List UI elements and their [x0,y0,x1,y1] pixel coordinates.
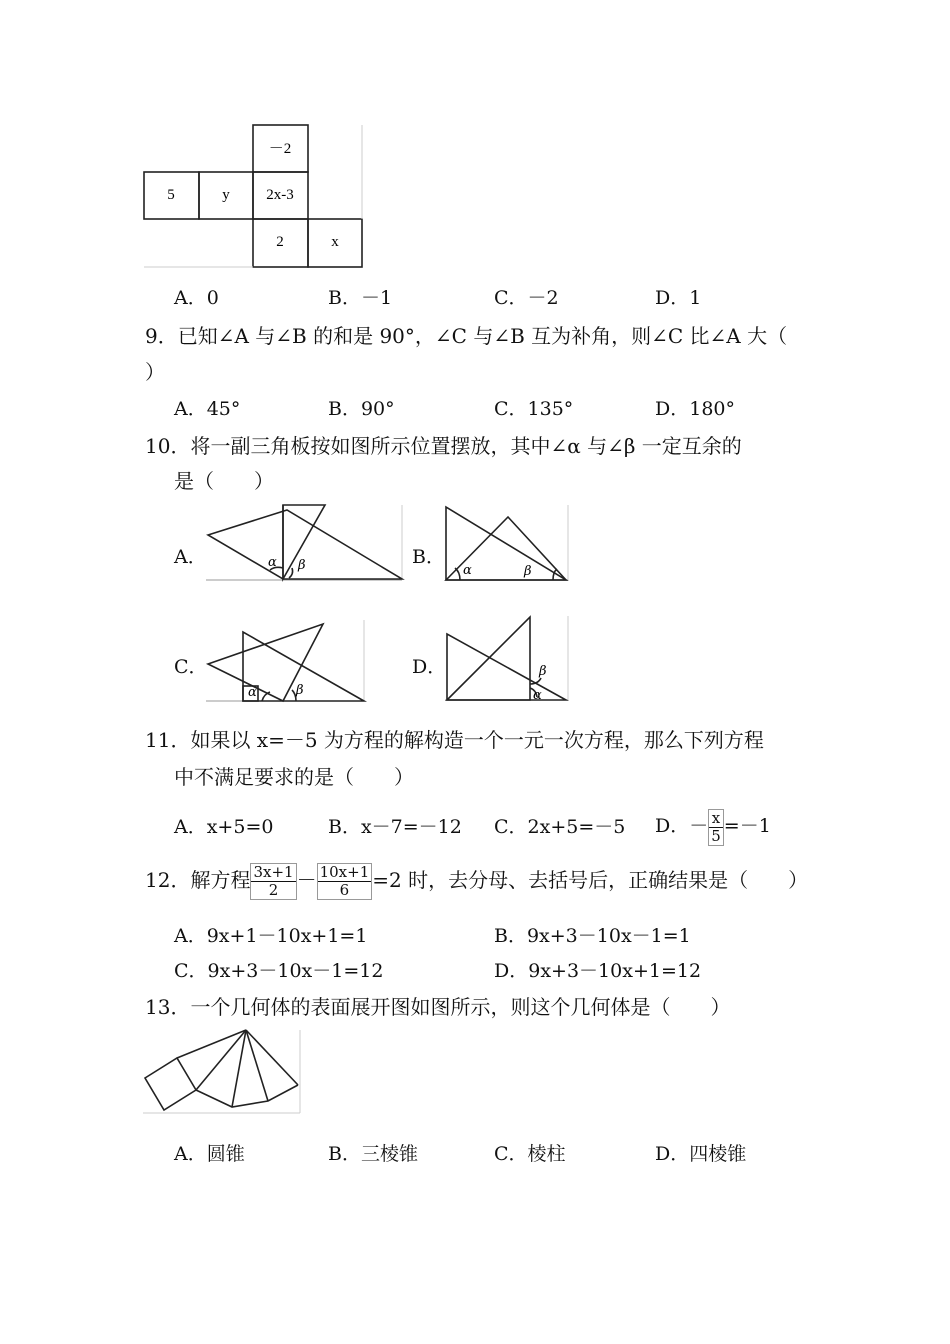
q10-stem-line2: 是（ ） [174,469,274,493]
q10-label-a: A． [174,546,207,568]
q11-option-d-prefix: D．－ [655,815,709,837]
q8-option-b: B．－1 [328,287,393,309]
q11-option-c: C．2x+5=－5 [494,816,626,838]
net-cell-bottom: 2 [276,234,284,250]
q12-option-a: A．9x+1－10x+1=1 [174,925,368,947]
q12-option-c: C．9x+3－10x－1=12 [174,960,384,982]
q10-label-c: C． [174,656,208,678]
figure-c-beta: β [296,683,304,698]
figure-d-beta: β [539,664,547,679]
q9-option-d: D．180° [655,398,735,420]
net-cell-center: 2x-3 [266,187,294,203]
figure-a-alpha: α [268,555,277,570]
net-cell-left: 5 [167,187,175,203]
fraction-numerator: x [709,810,723,828]
q9-stem-line2: ） [145,360,165,384]
figure-b-beta: β [524,564,532,579]
q11-stem-line1: 11．如果以 x=－5 为方程的解构造一个一元一次方程，那么下列方程 [145,728,764,752]
q10-label-b: B． [412,546,445,568]
q12-minus: － [296,868,317,892]
q9-stem-line1: 9．已知∠A 与∠B 的和是 90°，∠C 与∠B 互为补角，则∠C 比∠A 大（ [145,324,788,348]
q9-option-a: A．45° [174,398,241,420]
fraction-numerator: 3x+1 [253,863,294,881]
fraction-denominator: 2 [268,881,279,899]
q13-option-c: C．棱柱 [494,1143,566,1165]
q10-label-d: D． [412,656,447,678]
q8-option-d: D．1 [655,287,702,309]
fraction-denominator: 6 [339,881,350,899]
q13-stem: 13．一个几何体的表面展开图如图所示，则这个几何体是（ ） [145,995,731,1019]
q11-stem-line2: 中不满足要求的是（ ） [174,765,414,789]
q10-stem-line1: 10．将一副三角板按如图所示位置摆放，其中∠α 与∠β 一定互余的 [145,434,742,458]
q11-option-a: A．x+5=0 [174,816,274,838]
net-cell-right: x [331,234,339,250]
figure-b-alpha: α [463,563,472,578]
fraction-denominator: 5 [711,826,721,845]
q12-prefix: 12．解方程 [145,868,251,892]
q12-suffix: =2 时，去分母、去括号后，正确结果是（ ） [372,868,809,892]
figure-d-alpha: α [533,688,542,703]
q11-option-d-suffix: =－1 [723,815,771,837]
fraction-numerator: 10x+1 [319,863,370,881]
q12-option-b: B．9x+3－10x－1=1 [494,925,691,947]
q8-option-a: A．0 [174,287,219,309]
q11-option-b: B．x－7=－12 [328,816,462,838]
q12-option-d: D．9x+3－10x+1=12 [494,960,702,982]
q13-option-d: D．四棱锥 [655,1143,747,1165]
net-cell-y: y [222,187,230,203]
net-cell-top: －2 [268,141,292,157]
q13-option-b: B．三棱锥 [328,1143,418,1165]
figure-c-alpha: α [248,685,257,700]
q13-option-a: A．圆锥 [174,1143,245,1165]
figure-a-beta: β [298,558,306,573]
q9-option-c: C．135° [494,398,574,420]
q9-option-b: B．90° [328,398,395,420]
q8-option-c: C．－2 [494,287,559,309]
